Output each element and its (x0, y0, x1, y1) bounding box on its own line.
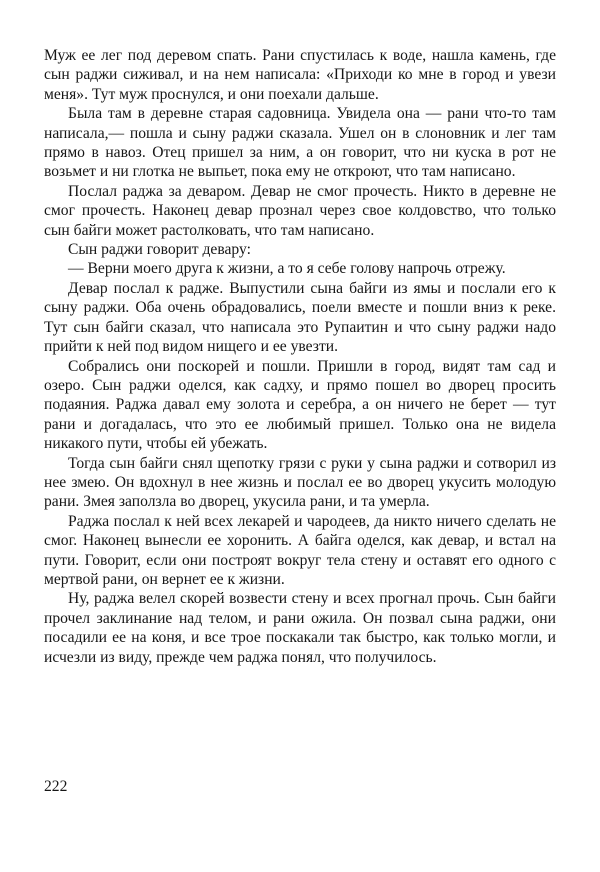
paragraph-9: Раджа послал к ней всех лекарей и чародеев, да никто ничего сделать не смог. Наконец вынесли ее хоронить. А байга оделся, как девар, и встал на пути. Говорит, если они построят вокруг тела стену и оставят его одного с мертвой рани, он вернет ее к жизни. (44, 512, 556, 588)
paragraph-6: Девар послал к радже. Выпустили сына байги из ямы и послали его к сыну раджи. Оба очень обрадовались, поели вместе и пошли вниз к реке. Тут сын байги сказал, что написала это Рупаитин и что сыну раджи надо прийти к ней под видом нищего и ее увезти. (44, 279, 556, 356)
paragraph-10: Ну, раджа велел скорей возвести стену и всех прогнал прочь. Сын байги прочел заклинание над телом, и рани ожила. Он позвал сына раджи, они посадили ее на коня, и все трое поскакали так быстро, как только могли, и исчезли из виду, прежде чем раджа понял, что получилось. (44, 590, 556, 666)
paragraph-4: Сын раджи говорит девару: (68, 241, 251, 259)
paragraph-7: Собрались они поскорей и пошли. Пришли в город, видят там сад и озеро. Сын раджи оделся, как садху, и прямо пошел во дворец просить подаяния. Раджа давал ему золота и серебра, а он ничего не берет — тут рани и догадалась, что это ее любимый пришел. Только она не видела никакого пути, чтобы ей убежать. (44, 357, 556, 453)
paragraph-1: Муж ее лег под деревом спать. Рани спустилась к воде, нашла камень, где сын раджи сиживал, и на нем написала: «Приходи ко мне в город и увези меня». Тут муж проснулся, и они поехали дальше. (44, 47, 556, 103)
paragraph-2: Была там в деревне старая садовница. Увидела она — рани что-то там написала,— пошла и сыну раджи сказала. Ушел он в слоновник и лег там прямо в навоз. Отец пришел за ним, а он говорит, что ни куска в рот не возьмет и ни глотка не выпьет, пока ему не откроют, что там написано. (44, 105, 556, 181)
paragraph-8: Тогда сын байги снял щепотку грязи с руки у сына раджи и сотворил из нее змею. Он вдохнул в нее жизнь и послал ее во дворец укусить молодую рани. Змея заползла во дворец, укусила рани, и та умерла. (44, 454, 556, 511)
page-number: 222 (44, 778, 68, 795)
paragraph-3: Послал раджа за деваром. Девар не смог прочесть. Никто в деревне не смог прочесть. Наконец девар прознал через свое колдовство, что только сын байги может растолковать, что там написано. (44, 182, 556, 239)
page-body (44, 46, 556, 667)
paragraph-5: — Верни моего друга к жизни, а то я себе голову напрочь отрежу. (68, 260, 506, 278)
